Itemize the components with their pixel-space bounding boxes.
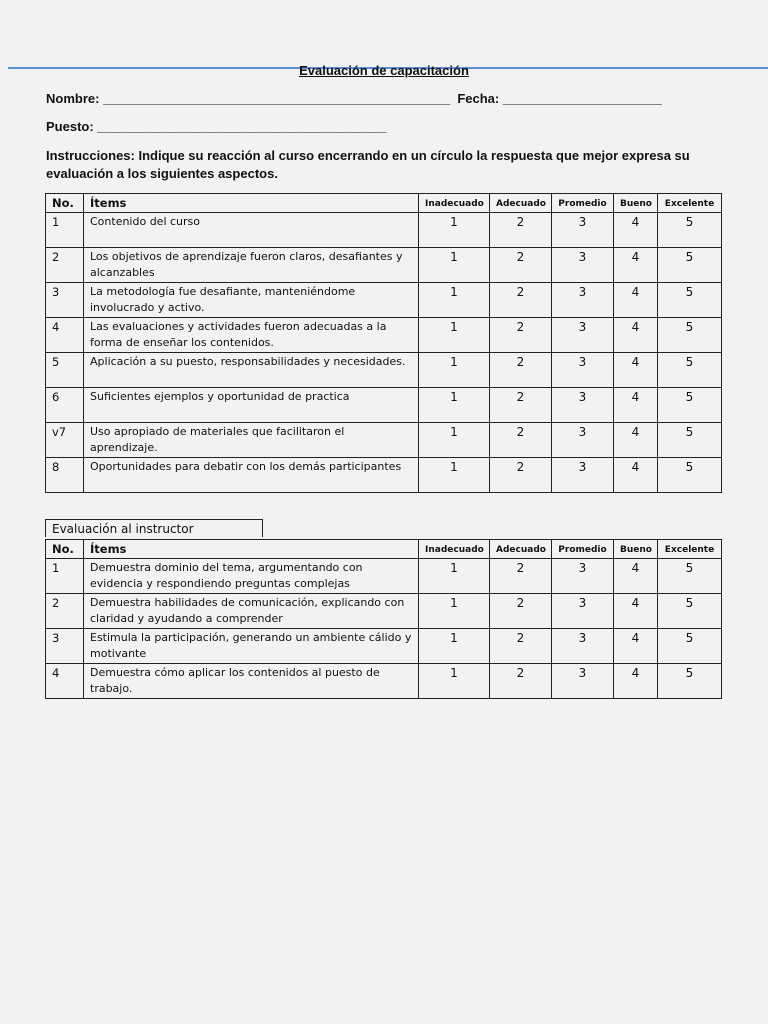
score-1[interactable]: 1: [419, 353, 490, 388]
row-item: Estimula la participación, generando un ambiente cálido y motivante: [84, 629, 419, 664]
score-2[interactable]: 2: [490, 248, 552, 283]
score-5[interactable]: 5: [658, 664, 722, 699]
score-2[interactable]: 2: [490, 318, 552, 353]
score-2[interactable]: 2: [490, 594, 552, 629]
row-number: 4: [46, 318, 84, 353]
row-item: Uso apropiado de materiales que facilitaron el aprendizaje.: [84, 423, 419, 458]
score-4[interactable]: 4: [614, 458, 658, 493]
score-3[interactable]: 3: [552, 388, 614, 423]
score-1[interactable]: 1: [419, 388, 490, 423]
score-1[interactable]: 1: [419, 213, 490, 248]
score-4[interactable]: 4: [614, 353, 658, 388]
table-row: [46, 213, 722, 248]
score-2[interactable]: 2: [490, 664, 552, 699]
row-number: v7: [46, 423, 84, 458]
score-5[interactable]: 5: [658, 318, 722, 353]
table-row: [46, 664, 722, 699]
score-3[interactable]: 3: [552, 213, 614, 248]
score-3[interactable]: 3: [552, 353, 614, 388]
score-5[interactable]: 5: [658, 559, 722, 594]
header-adecuado: Adecuado: [490, 540, 552, 559]
score-5[interactable]: 5: [658, 629, 722, 664]
score-2[interactable]: 2: [490, 423, 552, 458]
score-5[interactable]: 5: [658, 388, 722, 423]
page-title: Evaluación de capacitación: [299, 63, 469, 78]
table-row: [46, 594, 722, 629]
table-row: [46, 423, 722, 458]
header-inadecuado: Inadecuado: [419, 194, 490, 213]
score-2[interactable]: 2: [490, 458, 552, 493]
score-3[interactable]: 3: [552, 248, 614, 283]
instructor-section-title: Evaluación al instructor: [45, 519, 263, 537]
score-2[interactable]: 2: [490, 353, 552, 388]
header-excelente: Excelente: [658, 540, 722, 559]
score-5[interactable]: 5: [658, 213, 722, 248]
score-4[interactable]: 4: [614, 559, 658, 594]
row-number: 4: [46, 664, 84, 699]
table-row: [46, 388, 722, 423]
score-1[interactable]: 1: [419, 594, 490, 629]
score-4[interactable]: 4: [614, 248, 658, 283]
score-1[interactable]: 1: [419, 248, 490, 283]
table-header-row: [46, 194, 722, 213]
score-5[interactable]: 5: [658, 283, 722, 318]
score-4[interactable]: 4: [614, 283, 658, 318]
row-number: 1: [46, 559, 84, 594]
score-4[interactable]: 4: [614, 388, 658, 423]
row-item: Demuestra cómo aplicar los contenidos al puesto de trabajo.: [84, 664, 419, 699]
row-number: 1: [46, 213, 84, 248]
table-header-row: [46, 540, 722, 559]
row-item: Los objetivos de aprendizaje fueron claros, desafiantes y alcanzables: [84, 248, 419, 283]
table-row: [46, 283, 722, 318]
score-4[interactable]: 4: [614, 423, 658, 458]
table-row: [46, 318, 722, 353]
header-no: No.: [46, 540, 84, 559]
row-number: 2: [46, 594, 84, 629]
score-2[interactable]: 2: [490, 559, 552, 594]
score-3[interactable]: 3: [552, 664, 614, 699]
row-item: Demuestra dominio del tema, argumentando con evidencia y respondiendo preguntas complejas: [84, 559, 419, 594]
row-item: Contenido del curso: [84, 213, 419, 248]
table-row: [46, 353, 722, 388]
score-3[interactable]: 3: [552, 594, 614, 629]
row-item: La metodología fue desafiante, manteniéndome involucrado y activo.: [84, 283, 419, 318]
row-number: 6: [46, 388, 84, 423]
score-1[interactable]: 1: [419, 559, 490, 594]
score-2[interactable]: 2: [490, 283, 552, 318]
score-1[interactable]: 1: [419, 283, 490, 318]
header-items: Ítems: [84, 194, 419, 213]
header-inadecuado: Inadecuado: [419, 540, 490, 559]
score-2[interactable]: 2: [490, 629, 552, 664]
nombre-fecha-line: Nombre: ________________________________________________ Fecha: ______________________: [46, 91, 662, 106]
row-number: 3: [46, 283, 84, 318]
table-row: [46, 248, 722, 283]
header-no: No.: [46, 194, 84, 213]
score-1[interactable]: 1: [419, 458, 490, 493]
table-row: [46, 559, 722, 594]
row-item: Las evaluaciones y actividades fueron adecuadas a la forma de enseñar los contenidos.: [84, 318, 419, 353]
header-promedio: Promedio: [552, 540, 614, 559]
score-1[interactable]: 1: [419, 423, 490, 458]
row-item: Suficientes ejemplos y oportunidad de practica: [84, 388, 419, 423]
row-number: 5: [46, 353, 84, 388]
score-3[interactable]: 3: [552, 283, 614, 318]
table-row: [46, 458, 722, 493]
header-bueno: Bueno: [614, 194, 658, 213]
score-3[interactable]: 3: [552, 559, 614, 594]
row-item: Demuestra habilidades de comunicación, explicando con claridad y ayudando a comprender: [84, 594, 419, 629]
instructions: Instrucciones: Indique su reacción al curso encerrando en un círculo la respuesta que mejor expresa su evaluación a los siguientes aspectos.: [46, 148, 690, 181]
course-evaluation-table: [45, 193, 722, 493]
score-4[interactable]: 4: [614, 318, 658, 353]
table-row: [46, 629, 722, 664]
score-2[interactable]: 2: [490, 388, 552, 423]
row-number: 8: [46, 458, 84, 493]
header-promedio: Promedio: [552, 194, 614, 213]
header-excelente: Excelente: [658, 194, 722, 213]
score-2[interactable]: 2: [490, 213, 552, 248]
score-4[interactable]: 4: [614, 594, 658, 629]
instructor-evaluation-table: [45, 539, 722, 699]
row-item: Aplicación a su puesto, responsabilidades y necesidades.: [84, 353, 419, 388]
score-5[interactable]: 5: [658, 594, 722, 629]
score-1[interactable]: 1: [419, 629, 490, 664]
score-4[interactable]: 4: [614, 629, 658, 664]
score-3[interactable]: 3: [552, 629, 614, 664]
score-4[interactable]: 4: [614, 213, 658, 248]
score-1[interactable]: 1: [419, 664, 490, 699]
score-3[interactable]: 3: [552, 318, 614, 353]
score-4[interactable]: 4: [614, 664, 658, 699]
row-number: 2: [46, 248, 84, 283]
score-5[interactable]: 5: [658, 248, 722, 283]
score-5[interactable]: 5: [658, 458, 722, 493]
score-1[interactable]: 1: [419, 318, 490, 353]
header-items: Ítems: [84, 540, 419, 559]
score-3[interactable]: 3: [552, 458, 614, 493]
header-adecuado: Adecuado: [490, 194, 552, 213]
score-5[interactable]: 5: [658, 353, 722, 388]
puesto-line: Puesto: ________________________________________: [46, 119, 387, 134]
score-3[interactable]: 3: [552, 423, 614, 458]
row-number: 3: [46, 629, 84, 664]
header-bueno: Bueno: [614, 540, 658, 559]
score-5[interactable]: 5: [658, 423, 722, 458]
row-item: Oportunidades para debatir con los demás participantes: [84, 458, 419, 493]
